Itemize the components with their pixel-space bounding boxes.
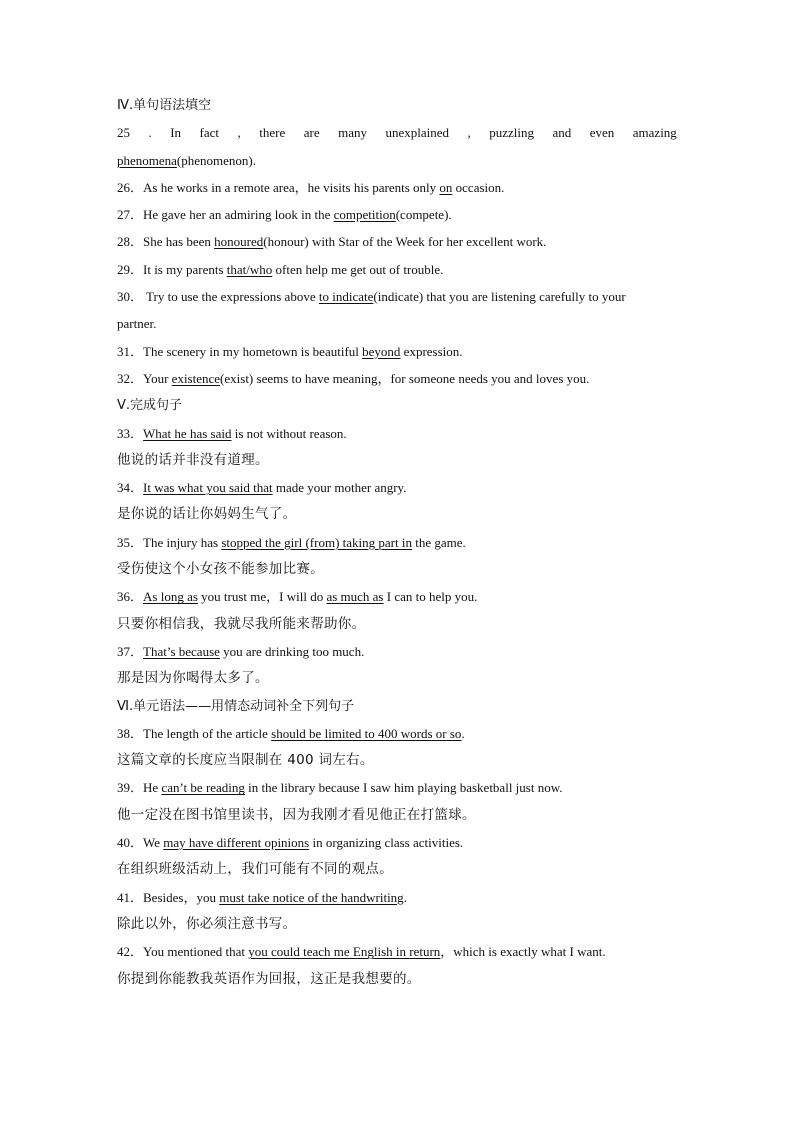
question-38-tail: . [461,725,465,741]
question-37-tail: you are drinking too much. [219,643,365,659]
question-25-word: and [552,125,572,141]
question-27 [117,201,677,228]
question-28 [117,228,677,255]
answer-41: must take notice of the handwriting [219,889,404,905]
question-27-tail: (compete). [395,207,452,223]
answer-32: existence [171,370,221,386]
question-42-text: 42．You mentioned that [117,944,249,960]
question-36-chinese: 只要你相信我，我就尽我所能来帮助你。 [117,615,366,632]
answer-30: to indicate [318,289,374,305]
answer-28: honoured [214,234,264,250]
question-25-word: unexplained [385,125,449,141]
answer-38: should be limited to 400 words or so [271,725,462,741]
question-31 [117,338,677,365]
answer-27: competition [333,207,396,223]
question-35 [117,529,677,556]
question-33-chinese: 他说的话并非没有道理。 [117,451,269,468]
answer-29: that/who [226,261,273,277]
worksheet-page [117,92,677,993]
question-37-number: 37． [117,643,144,659]
question-39 [117,774,677,801]
question-40 [117,829,677,856]
question-26-tail: occasion. [452,179,505,195]
hint-25: (phenomenon). [176,152,256,168]
question-26 [117,174,677,201]
question-25-line1 [117,119,677,146]
question-25-word: In [170,125,182,141]
answer-42: you could teach me English in return [248,944,441,960]
question-30-text: 30． Try to use the expressions above [117,289,319,305]
question-41-chinese: 除此以外，你必须注意书写。 [117,915,297,932]
question-32 [117,365,677,392]
answer-31: beyond [362,343,401,359]
question-40-tail: in organizing class activities. [309,835,464,851]
question-41-tail: . [403,889,407,905]
answer-35: stopped the girl (from) taking part in [221,534,412,550]
question-34-tail: made your mother angry. [272,480,407,496]
question-25-line2 [117,147,677,174]
question-41 [117,884,677,911]
question-25-word: fact [199,125,220,141]
question-25-word: , [237,125,241,141]
question-37 [117,638,677,665]
question-33-number: 33． [117,425,144,441]
question-25-word: , [467,125,471,141]
question-25-word: are [303,125,320,141]
question-26-text: 26．As he works in a remote area，he visits his parents only [117,179,440,195]
question-27-text: 27．He gave her an admiring look in the [117,207,334,223]
question-30 [117,283,677,310]
question-42-tail: ，which is exactly what I want. [440,944,606,960]
question-42-chinese: 你提到你能教我英语作为回报，这正是我想要的。 [117,970,421,987]
question-38-chinese: 这篇文章的长度应当限制在 400 词左右。 [117,752,374,769]
answer-40: may have different opinions [163,835,310,851]
question-40-text: 40．We [117,835,164,851]
question-25-word: there [259,125,286,141]
question-36 [117,583,677,610]
question-29 [117,256,677,283]
question-25-word: puzzling [489,125,534,141]
question-40-chinese: 在组织班级活动上，我们可能有不同的观点。 [117,861,393,878]
answer-25: phenomena [117,152,177,168]
question-34-number: 34． [117,480,144,496]
question-32-text: 32．Your [117,370,172,386]
answer-26: on [439,179,453,195]
answer-36a: As long as [143,589,198,605]
question-28-text: 28．She has been [117,234,215,250]
question-34-chinese: 是你说的话让你妈妈生气了。 [117,506,297,523]
question-35-chinese: 受伤使这个小女孩不能参加比赛。 [117,561,324,578]
question-39-tail: in the library because I saw him playing basketball just now. [244,780,563,796]
answer-33: What he has said [143,425,232,441]
section-heading-6: Ⅵ.单元语法——用情态动词补全下列句子 [117,698,355,714]
question-25-word: amazing [632,125,677,141]
question-35-text: 35．The injury has [117,534,222,550]
section-heading-4: Ⅳ.单句语法填空 [117,98,212,113]
question-31-text: 31．The scenery in my hometown is beautiful [117,343,363,359]
question-28-tail: (honour) with Star of the Week for her excellent work. [263,234,547,250]
question-31-tail: expression. [400,343,463,359]
question-33 [117,420,677,447]
answer-39: can’t be reading [161,780,245,796]
question-37-chinese: 那是因为你喝得太多了。 [117,670,269,687]
question-41-text: 41．Besides，you [117,889,220,905]
question-25-word: many [338,125,367,141]
answer-37: That’s because [143,643,220,659]
question-25-word: even [589,125,615,141]
question-39-text: 39．He [117,780,162,796]
question-32-tail: (exist) seems to have meaning，for someone needs you and loves you. [220,370,590,386]
question-29-text: 29．It is my parents [117,261,227,277]
question-35-tail: the game. [411,534,466,550]
question-30-cont: partner. [117,316,157,332]
question-36-text: you trust me，I will do [197,589,327,605]
question-29-tail: often help me get out of trouble. [272,261,444,277]
question-38 [117,720,677,747]
question-38-text: 38．The length of the article [117,725,272,741]
question-30-tail: (indicate) that you are listening carefully to your [373,289,626,305]
question-42 [117,938,677,965]
answer-34: It was what you said that [143,480,273,496]
question-33-tail: is not without reason. [231,425,347,441]
question-36-number: 36． [117,589,144,605]
answer-36b: as much as [326,589,384,605]
section-heading-5: Ⅴ.完成句子 [117,398,183,414]
question-39-chinese: 他一定没在图书馆里读书，因为我刚才看见他正在打篮球。 [117,806,476,823]
question-34 [117,474,677,501]
question-36-tail: I can to help you. [383,589,478,605]
question-25-word: . [148,125,152,141]
question-25-word: 25 [117,125,130,141]
